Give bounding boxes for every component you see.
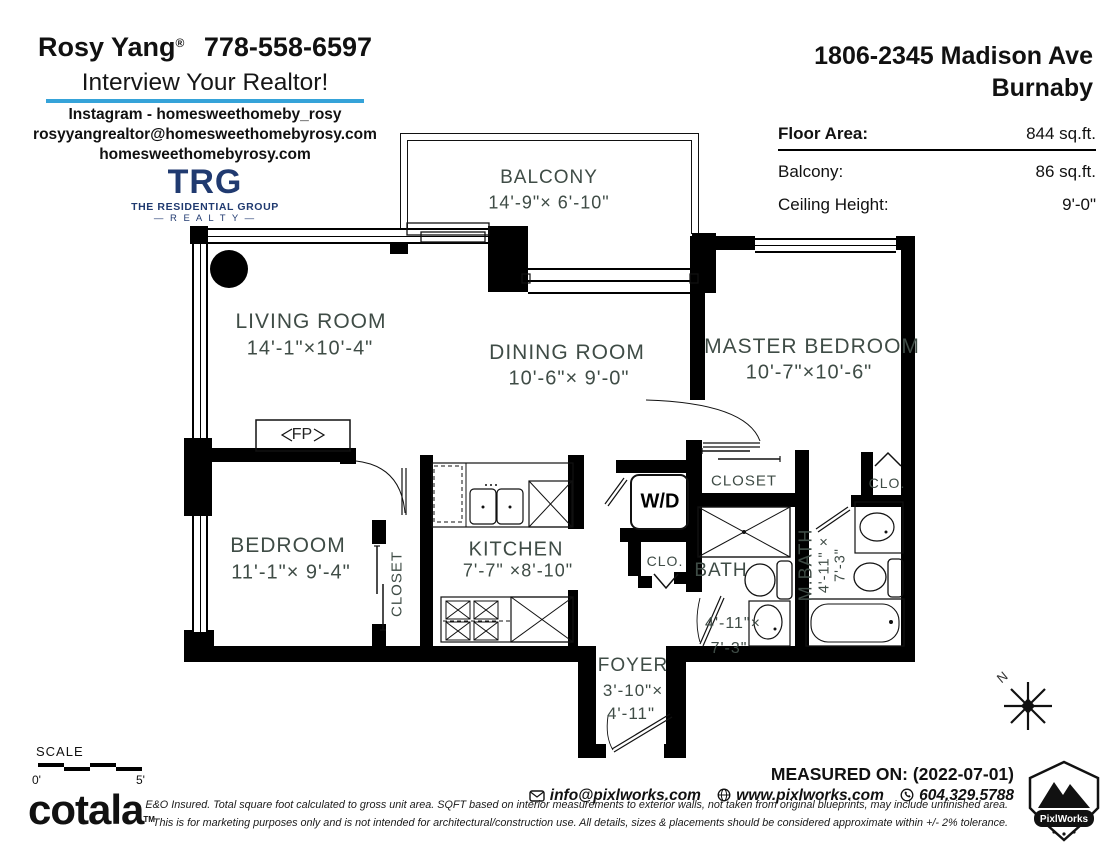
room-dims-foyer-1: 3'-10"×	[602, 681, 664, 700]
agent-instagram: Instagram - homesweethomeby_rosy	[68, 106, 342, 123]
bedroom-closet-slider	[374, 546, 386, 630]
brokerage-name: THE RESIDENTIAL GROUP	[131, 201, 279, 213]
master-clo-bifold	[875, 453, 901, 466]
brokerage-logo: TRG	[167, 163, 243, 201]
kitchen-counter-top	[432, 463, 573, 527]
cotala-wordmark: cotala	[28, 786, 144, 833]
scale-bar-segment	[90, 763, 116, 767]
mbath-name: M.BATH	[795, 528, 816, 602]
stove-burners	[443, 601, 513, 640]
bath-toilet	[745, 561, 792, 599]
fridge	[529, 481, 572, 527]
cotala-tm: TM	[143, 815, 155, 824]
room-dims-balcony: 14'-9"× 6'-10"	[488, 192, 610, 213]
scale-end-label: 5'	[136, 773, 145, 787]
agent-name: Rosy Yang	[37, 32, 176, 62]
room-label-mbath	[796, 529, 849, 602]
compass-north-label: N	[993, 668, 1011, 686]
bathtub	[806, 599, 904, 646]
hall-closet-bifold	[654, 574, 678, 588]
badge-wordmark: PixlWorks	[1039, 814, 1089, 825]
brokerage-realty: — R E A L T Y —	[153, 213, 257, 224]
globe-icon	[717, 788, 731, 802]
shower	[698, 507, 790, 557]
master-bedroom-door	[646, 400, 760, 447]
room-label-bedroom: BEDROOM	[230, 534, 346, 557]
room-dims-foyer-2: 4'-11"	[606, 704, 656, 723]
scale-bar-segment	[116, 767, 142, 771]
clo-master-label: CLO.	[868, 475, 906, 491]
room-label-kitchen: KITCHEN	[468, 538, 564, 561]
fireplace-label: FP	[291, 426, 313, 443]
stat-value: 9'-0"	[1062, 195, 1096, 214]
agent-email: rosyyangrealtor@homesweethomebyrosy.com	[33, 126, 377, 143]
sliding-door-handles	[522, 274, 698, 283]
stat-label: Floor Area:	[778, 124, 869, 143]
closet-bedroom-label: CLOSET	[388, 550, 406, 618]
room-label-living: LIVING ROOM	[235, 310, 387, 333]
room-label-master: MASTER BEDROOM	[704, 335, 920, 358]
room-label-bath: BATH	[694, 560, 748, 581]
room-dims-bath-1: 4'-11"×	[705, 615, 761, 632]
kitchen-sink	[470, 484, 523, 524]
email-icon	[529, 790, 545, 802]
washer-dryer-label: W/D	[640, 490, 680, 513]
structural-column	[210, 250, 248, 288]
room-dims-dining: 10'-6"× 9'-0"	[508, 367, 630, 390]
scale-start-label: 0'	[32, 773, 41, 787]
scale-bar-segment	[64, 767, 90, 771]
room-dims-kitchen: 7'-7" ×8'-10"	[462, 560, 574, 581]
mbath-dims-2: 7'-3"	[832, 548, 849, 582]
room-dims-bedroom: 11'-1"× 9'-4"	[231, 561, 351, 584]
balcony-bench	[407, 223, 489, 242]
oven	[511, 597, 573, 642]
room-label-dining: DINING ROOM	[489, 341, 645, 364]
phone-icon	[900, 788, 914, 802]
room-dims-living: 14'-1"×10'-4"	[246, 337, 374, 360]
room-label-balcony: BALCONY	[500, 167, 598, 188]
stat-value: 86 sq.ft.	[1035, 162, 1096, 181]
agent-phone: 778-558-6597	[203, 32, 373, 62]
cotala-logo	[28, 786, 155, 834]
mbath-dims-1: 4'-11" ×	[816, 536, 833, 594]
washer-dryer-door	[605, 478, 627, 506]
disclaimer-line-2: This is for marketing purposes only and is not intended for architectural/construction use. All details, sizes & placements should be considered approximate within +/- 2% tolerance.	[152, 817, 1008, 829]
contact-email: info@pixlworks.com	[549, 787, 701, 804]
measured-on: MEASURED ON: (2022-07-01)	[770, 764, 1014, 784]
registered-mark: ®	[175, 36, 185, 50]
property-address-line1: 1806-2345 Madison Ave	[814, 42, 1093, 70]
compass-rose	[980, 660, 1076, 756]
disclaimer-line-1: E&O Insured. Total square foot calculated to gross unit area. SQFT based on interior measurements to exterior walls, not taken from original blueprints, may include unfinished area.	[145, 799, 1008, 811]
contact-phone: 604.329.5788	[919, 787, 1014, 804]
bedroom-door	[356, 461, 406, 515]
tagline: Interview Your Realtor!	[81, 69, 329, 96]
agent-website: homesweethomebyrosy.com	[99, 146, 311, 163]
property-address-line2: Burnaby	[991, 74, 1093, 102]
closet-master-label: CLOSET	[710, 472, 778, 490]
clo-hall-label: CLO.	[646, 553, 684, 569]
stat-label: Ceiling Height:	[778, 195, 889, 214]
pixlworks-badge	[1022, 760, 1106, 844]
master-closet-slider	[702, 448, 780, 462]
room-dims-master: 10'-7"×10'-6"	[745, 361, 873, 384]
mountain-icon	[1038, 782, 1090, 808]
scale-bar-segment	[38, 763, 64, 767]
stat-value: 844 sq.ft.	[1026, 124, 1096, 143]
room-dims-bath-2: 7'-3"	[710, 640, 748, 657]
scale-label: SCALE	[36, 744, 84, 759]
mbath-sink	[855, 502, 903, 553]
mbath-toilet	[854, 559, 903, 597]
contact-website: www.pixlworks.com	[736, 787, 884, 804]
scale-bar	[38, 763, 142, 771]
contact-line	[529, 787, 1014, 805]
stat-label: Balcony:	[778, 162, 844, 181]
room-label-foyer: FOYER	[597, 655, 669, 676]
